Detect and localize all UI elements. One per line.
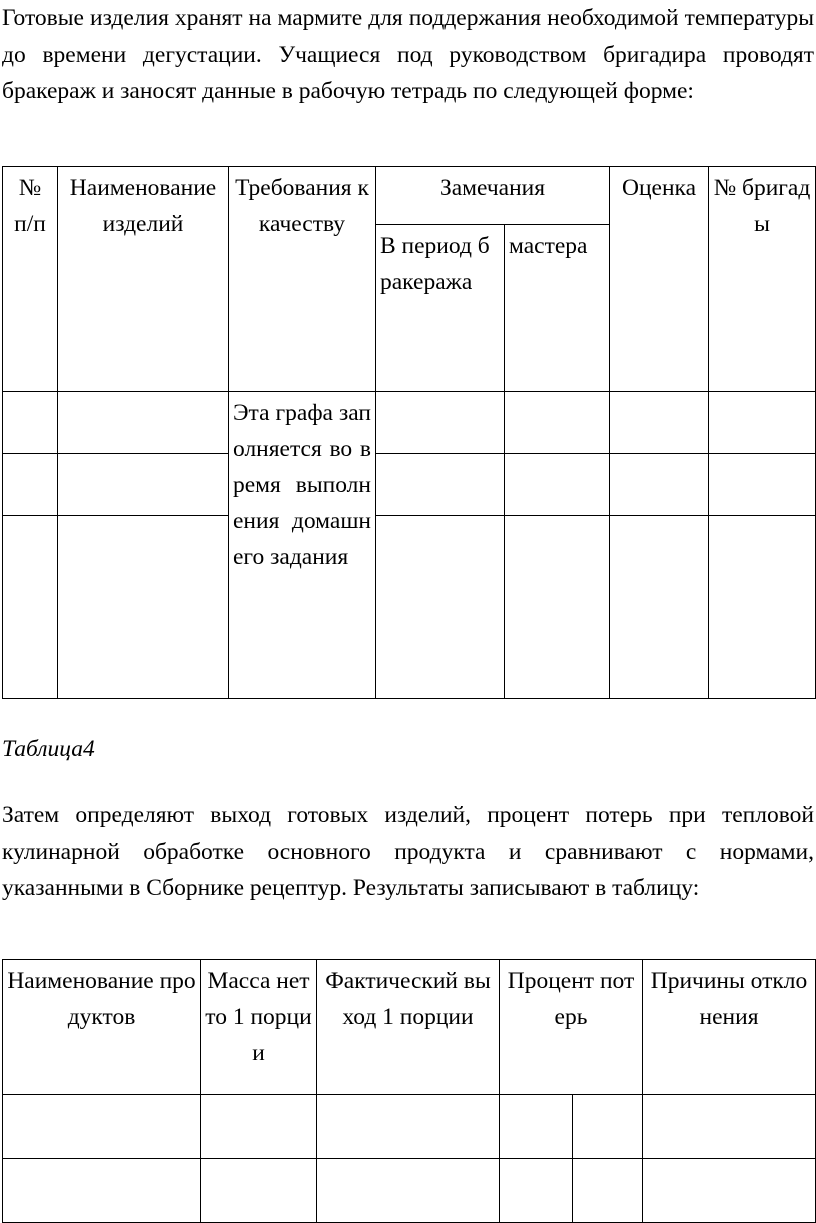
- table-cell: [3, 1095, 201, 1159]
- header-brigade: № бригады: [709, 167, 816, 392]
- second-paragraph: Затем определяют выход готовых изделий, процент потерь при тепловой кулинарной обработке основного продукта и сравнивают с нормами, указанными в Сборнике рецептур. Результаты записывают в таблицу:: [2, 802, 814, 901]
- header-remarks: Замечания: [376, 167, 610, 225]
- header-requirements: Требования к качеству: [229, 167, 376, 392]
- header-grade: Оценка: [610, 167, 709, 392]
- table-cell: [201, 1159, 317, 1223]
- table-cell: [376, 392, 505, 454]
- table-cell: [58, 454, 229, 516]
- table-cell: [58, 516, 229, 699]
- table-caption: Таблица4: [2, 736, 95, 762]
- intro-paragraph: Готовые изделия хранят на мармите для поддержания необходимой температуры до времени дегустации. Учащиеся под руководством бригадира проводят бракераж и заносят данные в рабочую тетрадь по следующей форме:: [2, 5, 814, 104]
- table-cell: [610, 516, 709, 699]
- header-num: № п/п: [3, 167, 58, 392]
- table-cell: [505, 454, 610, 516]
- header-product-name: Наименование изделий: [58, 167, 229, 392]
- table-cell: [573, 1159, 643, 1223]
- table-cell: [709, 454, 816, 516]
- table-cell: [376, 516, 505, 699]
- table-cell: [610, 392, 709, 454]
- table-cell: [58, 392, 229, 454]
- table-cell: [505, 516, 610, 699]
- quality-control-table: [2, 166, 816, 699]
- table-cell: [610, 454, 709, 516]
- table-cell: [317, 1159, 500, 1223]
- header-remarks-during: В период бракеража: [376, 225, 505, 392]
- table-cell: [3, 392, 58, 454]
- table-cell: [3, 1159, 201, 1223]
- table-cell: [376, 454, 505, 516]
- header-actual-yield: Фактический выход 1 порции: [317, 960, 500, 1095]
- table-cell: [573, 1095, 643, 1159]
- header-reasons: Причины отклонения: [643, 960, 816, 1095]
- table-cell: [500, 1095, 573, 1159]
- yield-table: [2, 959, 816, 1223]
- header-mass: Масса нетто 1 порции: [201, 960, 317, 1095]
- table-cell: [709, 392, 816, 454]
- header-loss-percent: Процент потерь: [500, 960, 643, 1095]
- table-cell: [643, 1159, 816, 1223]
- table-cell: [3, 454, 58, 516]
- table-cell: [500, 1159, 573, 1223]
- table-cell: [505, 392, 610, 454]
- table-cell: [709, 516, 816, 699]
- table-cell: [317, 1095, 500, 1159]
- table-cell: [3, 516, 58, 699]
- table-cell: [643, 1095, 816, 1159]
- header-remarks-master: мастера: [505, 225, 610, 392]
- requirements-note: Эта графа заполняется во время выполнения домашнего задания: [229, 392, 376, 699]
- table-cell: [201, 1095, 317, 1159]
- header-product: Наименование продуктов: [3, 960, 201, 1095]
